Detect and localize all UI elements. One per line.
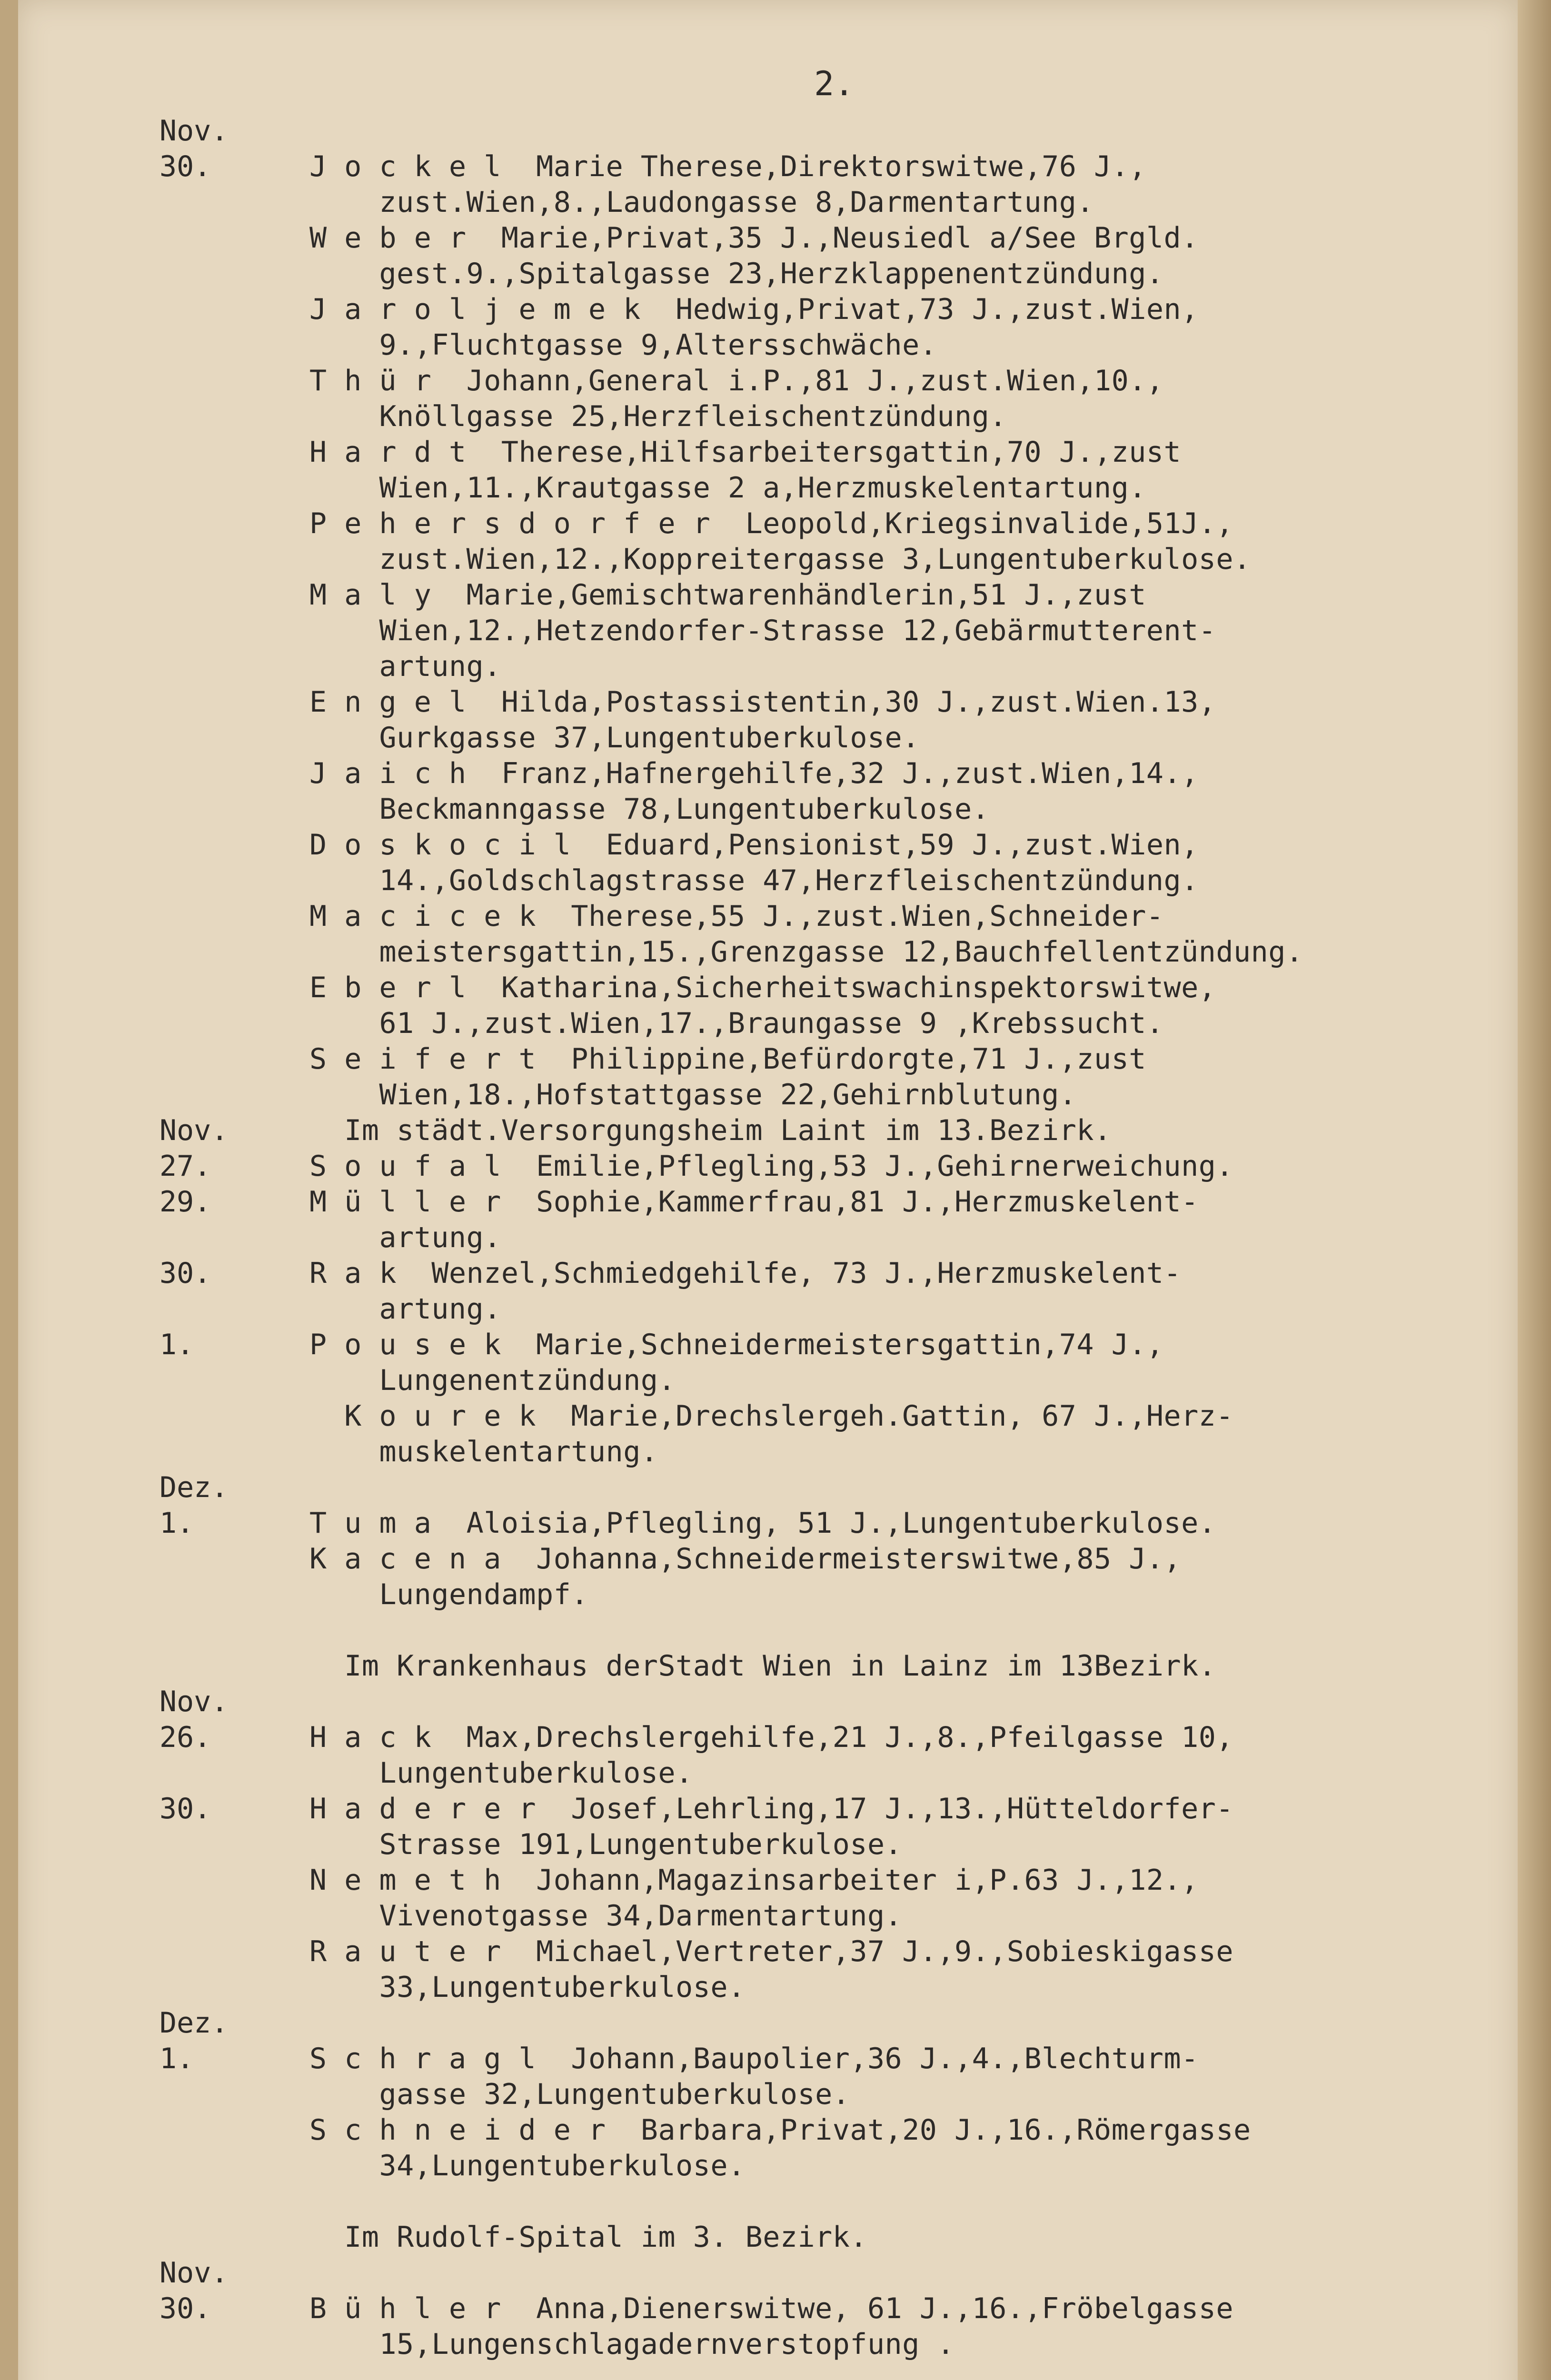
page-number: 2.: [814, 64, 855, 103]
register-line: K o u r e k Marie,Drechslergeh.Gattin, 67 J.,Herz-: [309, 1399, 1234, 1433]
register-line: B ü h l e r Anna,Dienerswitwe, 61 J.,16.,Fröbelgasse: [309, 2292, 1234, 2325]
register-line: Vivenotgasse 34,Darmentartung.: [309, 1899, 903, 1933]
register-line: Lungenentzündung.: [309, 1364, 676, 1397]
entry-date: 1.: [159, 1507, 194, 1540]
register-line: Lungentuberkulose.: [309, 1756, 693, 1790]
entry-date: 30.: [159, 150, 211, 183]
register-line: Im Rudolf-Spital im 3. Bezirk.: [309, 2221, 867, 2254]
register-line: M a l y Marie,Gemischtwarenhändlerin,51 J.,zust: [309, 578, 1146, 612]
entry-date: 1.: [159, 2042, 194, 2075]
register-line: meistersgattin,15.,Grenzgasse 12,Bauchfellentzündung.: [309, 935, 1303, 969]
entry-date: 30.: [159, 2292, 211, 2325]
register-line: 15,Lungenschlagadernverstopfung .: [309, 2328, 955, 2361]
register-line: S e i f e r t Philippine,Befürdorgte,71 J.,zust: [309, 1042, 1146, 1076]
register-line: H a r d t Therese,Hilfsarbeitersgattin,70 J.,zust: [309, 436, 1182, 469]
register-line: Lungendampf.: [309, 1578, 588, 1611]
register-line: 14.,Goldschlagstrasse 47,Herzfleischentzündung.: [309, 864, 1199, 897]
register-line: H a c k Max,Drechslergehilfe,21 J.,8.,Pfeilgasse 10,: [309, 1721, 1234, 1754]
register-line: gasse 32,Lungentuberkulose.: [309, 2078, 850, 2111]
entry-date: 29.: [159, 1185, 211, 1219]
register-line: Wien,11.,Krautgasse 2 a,Herzmuskelentartung.: [309, 471, 1146, 505]
register-line: T h ü r Johann,General i.P.,81 J.,zust.Wien,10.,: [309, 364, 1164, 397]
entry-date: 30.: [159, 1792, 211, 1825]
register-line: S c h n e i d e r Barbara,Privat,20 J.,16.,Römergasse: [309, 2113, 1251, 2147]
register-line: 34,Lungentuberkulose.: [309, 2149, 746, 2182]
register-line: Gurkgasse 37,Lungentuberkulose.: [309, 721, 920, 754]
entry-date: Nov.: [159, 1685, 229, 1718]
register-line: gest.9.,Spitalgasse 23,Herzklappenentzündung.: [309, 257, 1164, 290]
register-line: Im städt.Versorgungsheim Laint im 13.Bezirk.: [309, 1114, 1112, 1147]
register-line: J o c k e l Marie Therese,Direktorswitwe,76 J.,: [309, 150, 1146, 183]
register-line: 33,Lungentuberkulose.: [309, 1971, 746, 2004]
register-line: J a r o l j e m e k Hedwig,Privat,73 J.,zust.Wien,: [309, 293, 1199, 326]
register-line: D o s k o c i l Eduard,Pensionist,59 J.,zust.Wien,: [309, 828, 1199, 862]
register-line: 9.,Fluchtgasse 9,Altersschwäche.: [309, 328, 937, 362]
page-edge: [1518, 0, 1551, 2380]
register-line: T u m a Aloisia,Pflegling, 51 J.,Lungentuberkulose.: [309, 1507, 1216, 1540]
entry-date: Nov.: [159, 1114, 229, 1147]
register-line: zust.Wien,12.,Koppreitergasse 3,Lungentuberkulose.: [309, 543, 1251, 576]
register-line: Wien,12.,Hetzendorfer-Strasse 12,Gebärmutterent-: [309, 614, 1216, 647]
register-line: H a d e r e r Josef,Lehrling,17 J.,13.,Hütteldorfer-: [309, 1792, 1234, 1825]
register-line: R a u t e r Michael,Vertreter,37 J.,9.,Sobieskigasse: [309, 1935, 1234, 1968]
entry-date: Dez.: [159, 1471, 229, 1504]
entry-date: 26.: [159, 1721, 211, 1754]
register-line: artung.: [309, 1292, 501, 1326]
entry-date: 30.: [159, 1257, 211, 1290]
register-line: Knöllgasse 25,Herzfleischentzündung.: [309, 400, 1007, 433]
register-line: Im Krankenhaus derStadt Wien in Lainz im 13Bezirk.: [309, 1649, 1216, 1683]
register-line: W e b e r Marie,Privat,35 J.,Neusiedl a/See Brgld.: [309, 221, 1199, 255]
register-line: M ü l l e r Sophie,Kammerfrau,81 J.,Herzmuskelent-: [309, 1185, 1199, 1219]
register-line: P o u s e k Marie,Schneidermeistersgattin,74 J.,: [309, 1328, 1164, 1361]
register-line: muskelentartung.: [309, 1435, 658, 1468]
register-line: artung.: [309, 650, 501, 683]
entry-date: 1.: [159, 1328, 194, 1361]
register-line: J a i c h Franz,Hafnergehilfe,32 J.,zust.Wien,14.,: [309, 757, 1199, 790]
register-line: K a c e n a Johanna,Schneidermeisterswitwe,85 J.,: [309, 1542, 1182, 1576]
entry-date: Nov.: [159, 114, 229, 148]
register-line: 61 J.,zust.Wien,17.,Braungasse 9 ,Krebssucht.: [309, 1007, 1164, 1040]
register-line: artung.: [309, 1221, 501, 1254]
register-line: S c h r a g l Johann,Baupolier,36 J.,4.,Blechturm-: [309, 2042, 1199, 2075]
register-line: E b e r l Katharina,Sicherheitswachinspektorswitwe,: [309, 971, 1216, 1004]
register-line: E n g e l Hilda,Postassistentin,30 J.,zust.Wien.13,: [309, 685, 1216, 719]
register-line: Wien,18.,Hofstattgasse 22,Gehirnblutung.: [309, 1078, 1077, 1111]
entry-date: Dez.: [159, 2006, 229, 2040]
register-line: R a k Wenzel,Schmiedgehilfe, 73 J.,Herzmuskelent-: [309, 1257, 1182, 1290]
register-line: Beckmanngasse 78,Lungentuberkulose.: [309, 793, 990, 826]
entry-date: 27.: [159, 1150, 211, 1183]
register-line: P e h e r s d o r f e r Leopold,Kriegsinvalide,51J.,: [309, 507, 1234, 540]
register-line: S o u f a l Emilie,Pflegling,53 J.,Gehirnerweichung.: [309, 1150, 1234, 1183]
register-line: M a c i c e k Therese,55 J.,zust.Wien,Schneider-: [309, 900, 1164, 933]
register-line: zust.Wien,8.,Laudongasse 8,Darmentartung.: [309, 186, 1094, 219]
register-line: Strasse 191,Lungentuberkulose.: [309, 1828, 903, 1861]
register-line: N e m e t h Johann,Magazinsarbeiter i,P.63 J.,12.,: [309, 1864, 1199, 1897]
entry-date: Nov.: [159, 2256, 229, 2290]
